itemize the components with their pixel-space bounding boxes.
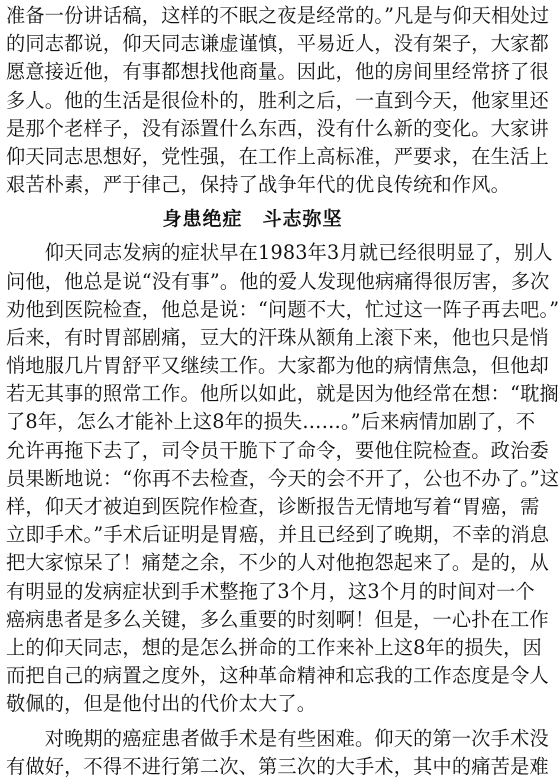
text-line: 的同志都说，仰天同志谦虚谨慎，平易近人，没有架子，大家都	[6, 32, 549, 56]
paragraph-lifestyle	[6, 2, 550, 199]
text-line: 癌病患者是多么关键，多么重要的时刻啊！但是，一心扑在工作	[6, 607, 549, 631]
paragraph-illness	[6, 239, 559, 718]
text-line: 悄地服几片胃舒平又继续工作。大家都为他的病情焦急，但他却	[6, 354, 549, 378]
text-line: 了8年，怎么才能补上这8年的损失……。”后来病情加剧了，不	[6, 410, 536, 434]
text-line: 对晚期的癌症患者做手术是有些困难。仰天的第一次手术没	[6, 726, 549, 750]
text-line: 若无其事的照常工作。他所以如此，就是因为他经常在想：“耽搁	[6, 382, 559, 406]
text-line: 把大家惊呆了！痛楚之余，不少的人对他抱怨起来了。是的，从	[6, 551, 549, 575]
text-line: 立即手术。”手术后证明是胃癌，并且已经到了晚期，不幸的消息	[6, 523, 550, 547]
text-line: 仰天同志思想好，党性强，在工作上高标准，严要求，在生活上	[6, 144, 549, 168]
text-line: 劝他到医院检查，他总是说：“问题不大，忙过这一阵子再去吧。”	[6, 297, 559, 321]
text-line: 后来，有时胃部剧痛，豆大的汗珠从额角上滚下来，他也只是悄	[6, 325, 549, 349]
text-line: 多人。他的生活是很俭朴的，胜利之后，一直到今天，他家里还	[6, 88, 549, 112]
text-line: 有明显的发病症状到手术整拖了3个月，这3个月的时间对一个	[6, 579, 535, 603]
paragraph-surgery	[6, 725, 549, 781]
text-line: 艰苦朴素，严于律己，保持了战争年代的优良传统和作风。	[6, 173, 511, 197]
text-line: 上的仰天同志，想的是怎么拼命的工作来补上这8年的损失，因	[6, 635, 542, 659]
text-line: 允许再拖下去了，司令员干脆下了命令，要他住院检查。政治委	[6, 438, 549, 462]
text-line: 样，仰天才被迫到医院作检查，诊断报告无情地写着“胃癌，需	[6, 495, 540, 518]
text-line: 是那个老样子，没有添置什么东西，没有什么新的变化。大家讲	[6, 116, 549, 140]
text-line: 有做好，不得不进行第二次、第三次的大手术，其中的痛苦是难	[6, 754, 549, 778]
text-line: 敬佩的，但是他付出的代价太大了。	[6, 692, 317, 716]
text-line: 员果断地说：“你再不去检查，今天的会不开了，公也不办了。”这	[6, 466, 559, 490]
text-line: 而把自己的病置之度外，这种革命精神和忘我的工作态度是令人	[6, 664, 549, 688]
text-line: 愿意接近他，有事都想找他商量。因此，他的房间里经常挤了很	[6, 60, 549, 84]
section-heading: 身患绝症 斗志弥坚	[162, 208, 343, 231]
text-line: 仰天同志发病的症状早在1983年3月就已经很明显了，别人	[6, 241, 553, 265]
text-line: 问他，他总是说“没有事”。他的爱人发现他病痛得很厉害，多次	[6, 269, 550, 293]
text-line: 准备一份讲话稿，这样的不眠之夜是经常的。”凡是与仰天相处过	[6, 4, 550, 27]
